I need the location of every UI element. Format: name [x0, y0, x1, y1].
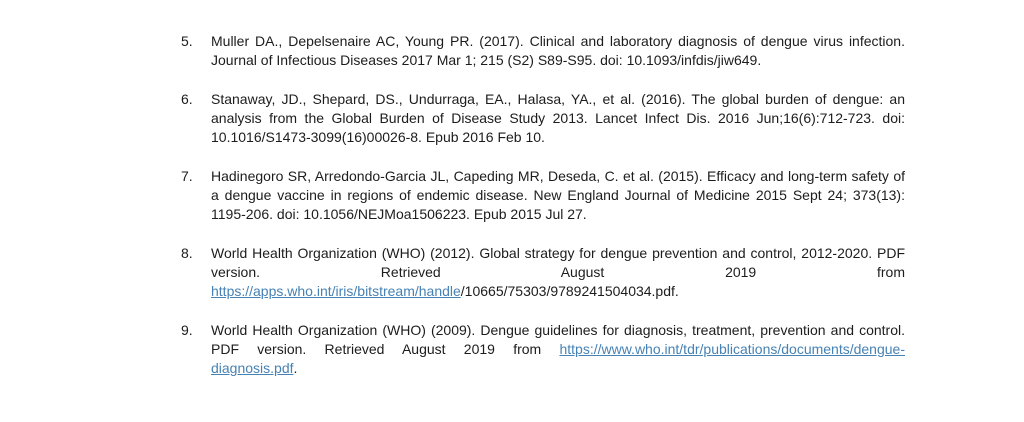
- reference-item: [181, 32, 905, 70]
- reference-number: 9.: [181, 322, 193, 338]
- reference-text: /10665/75303/9789241504034.pdf.: [460, 283, 679, 299]
- reference-number: 7.: [181, 168, 193, 184]
- reference-item: [181, 244, 905, 301]
- reference-item: [181, 167, 905, 224]
- reference-number: 5.: [181, 33, 193, 49]
- reference-number: 6.: [181, 91, 193, 107]
- reference-link[interactable]: https://www.who.int/tdr/publications/documents/dengue-diagnosis.pdf: [211, 341, 905, 376]
- reference-item: [181, 321, 905, 378]
- reference-text: .: [293, 360, 298, 376]
- reference-item: [181, 90, 905, 147]
- reference-list: [181, 32, 905, 378]
- reference-text: Hadinegoro SR, Arredondo-Garcia JL, Capeding MR, Deseda, C. et al. (2015). Efficacy and long-term safety of a dengue vaccine in regions of endemic disease. New England Journal of Medicine 2015 Sept 24; 373(13): 1195-206. doi: 10.1056/NEJMoa1506223. Epub 2015 Jul 27.: [211, 168, 905, 222]
- reference-text: Muller DA., Depelsenaire AC, Young PR. (2017). Clinical and laboratory diagnosis of dengue virus infection. Journal of Infectious Diseases 2017 Mar 1; 215 (S2) S89-S95. doi: 10.1093/infdis/jiw649.: [211, 33, 905, 68]
- reference-text: World Health Organization (WHO) (2009). Dengue guidelines for diagnosis, treatment, prevention and control. PDF version. Retrieved August 2019 from: [211, 322, 905, 357]
- reference-text: World Health Organization (WHO) (2012). Global strategy for dengue prevention and control, 2012-2020. PDF version. Retrieved August 2019 from: [211, 245, 905, 280]
- reference-link[interactable]: https://apps.who.int/iris/bitstream/handle: [211, 283, 461, 299]
- reference-text: Stanaway, JD., Shepard, DS., Undurraga, EA., Halasa, YA., et al. (2016). The global burden of dengue: an analysis from the Global Burden of Disease Study 2013. Lancet Infect Dis. 2016 Jun;16(6):712-723. doi: 10.1016/S1473-3099(16)00026-8. Epub 2016 Feb 10.: [211, 91, 905, 145]
- reference-number: 8.: [181, 245, 193, 261]
